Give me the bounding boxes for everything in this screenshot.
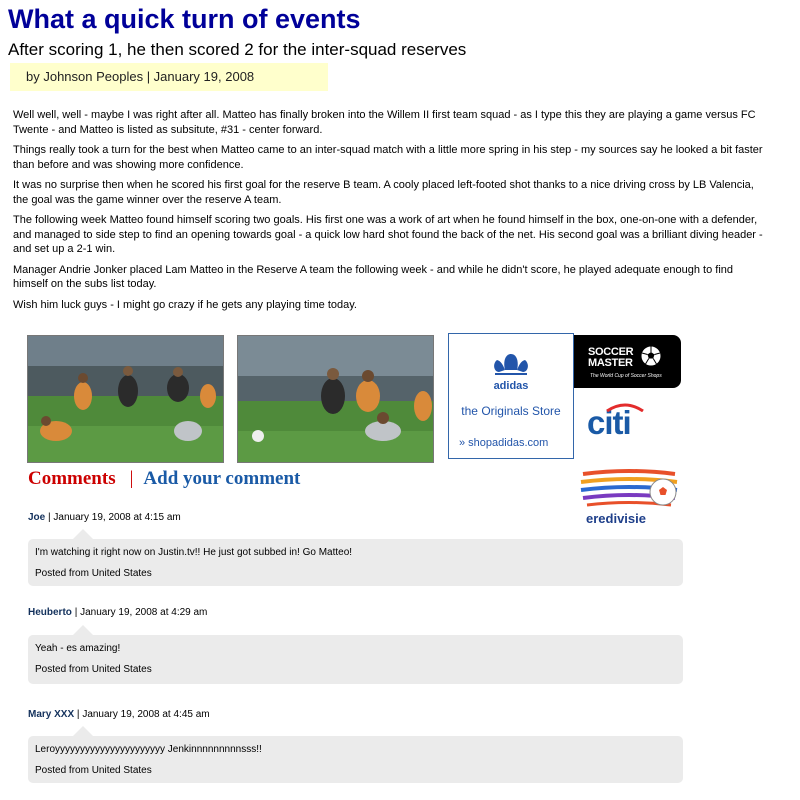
comments-title: Comments xyxy=(28,468,116,489)
article-subtitle: After scoring 1, he then scored 2 for the inter-squad reserves xyxy=(8,40,467,59)
article-paragraph: Well well, well - maybe I was right after all. Matteo has finally broken into the Willem II first team squad - as I type this they are playing a game versus FC Twente - and Matteo is listed as subsitute, #31 - center forward. xyxy=(13,109,756,136)
comment-text: Yeah - es amazing! xyxy=(35,643,121,654)
article-paragraph: It was no surprise then when he scored his first goal for the reserve B team. A cooly placed left-footed shot thanks to a nice driving cross by LB Valencia, the goal was the game winner over the reserve A team. xyxy=(13,179,754,206)
comment-author[interactable]: Joe xyxy=(28,512,46,523)
adidas-store: the Originals Store xyxy=(461,404,561,418)
soccer-master-logo-text: SOCCER MASTER xyxy=(588,346,634,369)
comment-pointer xyxy=(73,625,93,635)
adidas-ad[interactable] xyxy=(448,333,574,459)
comment-date: January 19, 2008 at 4:29 am xyxy=(80,607,208,618)
comment-meta-separator: | xyxy=(76,709,80,720)
article-paragraph: Things really took a turn for the best when Matteo came to an inter-squad match with a little more spring in his step - my sources say he looked a bit faster than before and was showing more confidence. xyxy=(13,144,763,171)
soccer-master-ad[interactable] xyxy=(574,335,681,388)
comment-date: January 19, 2008 at 4:15 am xyxy=(53,512,181,523)
eredivisie-logo-text: eredivisie xyxy=(586,511,646,526)
soccer-master-tagline: The World Cup of Soccer Shops xyxy=(590,373,662,379)
comment-text: Leroyyyyyyyyyyyyyyyyyyyyyy Jenkinnnnnnnnnsss!! xyxy=(35,744,262,755)
comment-meta-separator: | xyxy=(48,512,51,523)
eredivisie-ad[interactable] xyxy=(579,468,683,530)
article-body xyxy=(13,108,768,318)
comment-author[interactable]: Mary XXX xyxy=(28,709,75,720)
soccer-ball-icon xyxy=(640,345,662,367)
article-byline: by Johnson Peoples | January 19, 2008 xyxy=(10,63,328,91)
comments-header xyxy=(28,468,300,490)
article-paragraph: Manager Andrie Jonker placed Lam Matteo in the Reserve A team the following week - and while he didn't score, he played adequate enough to find himself on the subs list today. xyxy=(13,263,734,290)
comment-text: I'm watching it right now on Justin.tv!! He just got subbed in! Go Matteo! xyxy=(35,547,353,558)
comment-meta xyxy=(28,607,207,618)
article-title: What a quick turn of events xyxy=(8,4,361,34)
match-photo-2[interactable] xyxy=(237,335,434,463)
comment-meta xyxy=(28,512,181,523)
citi-ad[interactable] xyxy=(587,404,631,442)
comment-pointer xyxy=(73,529,93,539)
comment-box xyxy=(28,635,683,684)
add-comment-link[interactable]: Add your comment xyxy=(143,468,301,489)
comment-date: January 19, 2008 at 4:45 am xyxy=(82,709,210,720)
comment-box xyxy=(28,539,683,586)
article-paragraph: Wish him luck guys - I might go crazy if he gets any playing time today. xyxy=(13,298,357,311)
comment-box xyxy=(28,736,683,783)
comment-meta-separator: | xyxy=(74,607,78,618)
citi-logo-text: citi xyxy=(587,404,631,441)
match-photo-1[interactable] xyxy=(27,335,224,463)
adidas-brand: adidas xyxy=(493,380,529,392)
adidas-trefoil-icon xyxy=(491,350,531,378)
adidas-shop-link[interactable]: » shopadidas.com xyxy=(459,437,549,449)
comment-author[interactable]: Heuberto xyxy=(28,607,72,618)
comment-location: Posted from United States xyxy=(35,568,152,579)
comment-location: Posted from United States xyxy=(35,664,152,675)
eredivisie-logo-icon xyxy=(579,468,683,512)
citi-arc-icon xyxy=(605,402,645,412)
comment-meta xyxy=(28,709,210,720)
comments-separator: | xyxy=(129,468,134,489)
comment-location: Posted from United States xyxy=(35,765,152,776)
article-paragraph: The following week Matteo found himself scoring two goals. His first one was a work of art when he found himself in the box, one-on-one with a defender, and managed to side step to find an opening towards goal - a quick low hard shot found the back of the net. His second goal was a brilliant diving header - and set up a 2-1 win. xyxy=(13,214,763,255)
comment-pointer xyxy=(73,726,93,736)
